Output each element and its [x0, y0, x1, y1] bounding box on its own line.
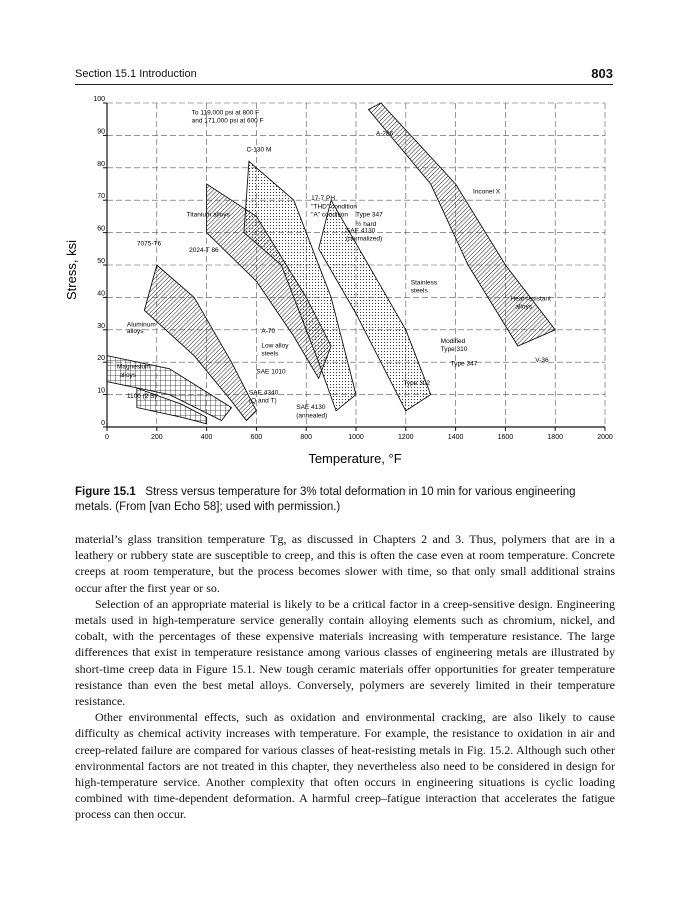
y-axis-label: Stress, ksi	[64, 240, 79, 300]
annotation-label: Magnesium	[116, 363, 151, 371]
page-number: 803	[591, 66, 613, 81]
body-text	[75, 531, 615, 823]
annotation-label: To 119,000 psi at 800 F	[191, 109, 260, 117]
annotation-label: A-70	[261, 328, 276, 336]
annotation-label: SAE 4340	[248, 389, 279, 397]
annotation-label: (Q and T)	[248, 397, 277, 405]
x-tick-label: 400	[200, 434, 213, 441]
annotation-label: Titanium alloys	[186, 211, 230, 219]
annotation-label: Low alloy	[261, 342, 289, 350]
annotation-label: Inconel X	[473, 188, 501, 196]
annotation-label: alloys	[515, 303, 532, 311]
x-tick-label: 1600	[497, 434, 514, 441]
figure-label: Figure 15.1	[75, 486, 136, 498]
x-tick-label: 0	[105, 434, 109, 441]
annotation-label: alloys	[126, 328, 144, 336]
section-title: Section 15.1 Introduction	[75, 68, 197, 80]
annotation-label: 17-7 PH	[311, 195, 336, 203]
y-tick-label: 10	[97, 387, 105, 395]
y-tick-label: 80	[97, 160, 105, 168]
y-tick-label: 100	[93, 96, 105, 103]
annotation-label: ½ hard	[356, 221, 377, 229]
annotation-label: Type 310	[440, 345, 468, 353]
y-tick-label: 0	[101, 420, 105, 427]
annotation-label: SAE 4130	[296, 404, 326, 412]
y-tick-label: 50	[97, 258, 105, 265]
y-tick-label: 30	[97, 322, 105, 330]
paragraph: material’s glass transition temperature Tg, as discussed in Chapters 2 and 3. Thus, polymers that are in a leathery or rubbery state are susceptible to creep, and this is often the case even at room temperature. Concrete creeps at room temperature, but the process becomes slower with time, so that only small additional strains occur after the first year or so.	[75, 532, 615, 595]
figure-caption	[75, 485, 615, 515]
x-tick-label: 1200	[398, 434, 414, 441]
annotation-label: and 171,000 psi at 600 F	[191, 117, 264, 125]
annotation-label: 1100 (2 S)	[126, 392, 157, 400]
annotation-label: SAE 1010	[256, 368, 286, 376]
annotation-label: "A" condition	[311, 211, 348, 219]
annotation-label: "THD" condition	[311, 203, 357, 211]
annotation-label: C-130 M	[246, 146, 272, 154]
x-tick-label: 800	[300, 434, 313, 441]
y-tick-label: 20	[97, 355, 105, 363]
annotation-label: SAE 4130	[346, 227, 376, 235]
y-tick-label: 40	[97, 290, 105, 298]
x-tick-label: 1400	[447, 434, 464, 441]
x-tick-label: 600	[250, 434, 263, 441]
x-tick-label: 1800	[547, 434, 563, 441]
paragraph: Selection of an appropriate material is likely to be a critical factor in a creep-sensitive design. Engineering metals used in high-temperature service generally contain alloying elements such as chromium, nickel, and cobalt, with the percentages of these expensive materials increasing with temperature resistance. The large differences that exist in temperature resistance among various classes of engineering metals are illustrated by short-time creep data in Figure 15.1. New tough ceramic materials offer opportunities for greater temperature resistance than even the best metal alloys. Conversely, polymers are severely limited in their temperature resistance.	[75, 596, 615, 709]
annotation-label: V-36	[535, 357, 549, 365]
figure-caption-text: Stress versus temperature for 3% total deformation in 10 min for various engineering metals. (From [van Echo 58]; used with permission.)	[75, 486, 576, 513]
annotation-label: (normalized)	[346, 235, 383, 243]
annotation-label: Type 302	[403, 379, 431, 387]
annotation-label: (annealed)	[296, 412, 328, 420]
annotation-label: alloys	[119, 371, 137, 379]
annotation-label: Aluminum	[126, 321, 156, 329]
annotation-label: Modified	[440, 337, 466, 345]
annotation-label: steels	[410, 287, 428, 295]
x-axis-label: Temperature, °F	[308, 451, 402, 466]
material-bands	[107, 103, 555, 424]
annotation-label: 2024-T 86	[189, 247, 219, 255]
y-tick-label: 90	[97, 128, 105, 136]
paragraph: Other environmental effects, such as oxidation and environmental cracking, are also likely to cause difficulty as chemical activity increases with temperature. For example, the resistance to oxidation in air and creep-related failure are compared for various classes of heat-resisting metals in Fig. 15.2. Although such other environmental factors are not treated in this chapter, they nevertheless also need to be considered in design for high-temperature service. Another complexity that often occurs in engineering situations is cyclic loading combined with time-dependent deformation. A harmful creep–fatigue interaction that accelerates the fatigue process can then occur.	[75, 710, 615, 822]
annotation-label: Stainless	[410, 279, 438, 287]
x-tick-label: 1000	[348, 434, 364, 441]
annotation-label: 7075-T6	[136, 240, 162, 248]
y-tick-label: 60	[97, 225, 105, 233]
annotation-label: steels	[261, 350, 279, 358]
annotation-label: Type 347	[356, 211, 383, 219]
x-tick-label: 2000	[597, 434, 613, 441]
y-tick-label: 70	[97, 193, 105, 201]
annotation-label: A-286	[375, 130, 394, 138]
x-tick-label: 200	[150, 434, 163, 441]
annotation-label: Heat-resistant	[510, 295, 551, 303]
annotation-label: Type 347	[450, 360, 478, 368]
